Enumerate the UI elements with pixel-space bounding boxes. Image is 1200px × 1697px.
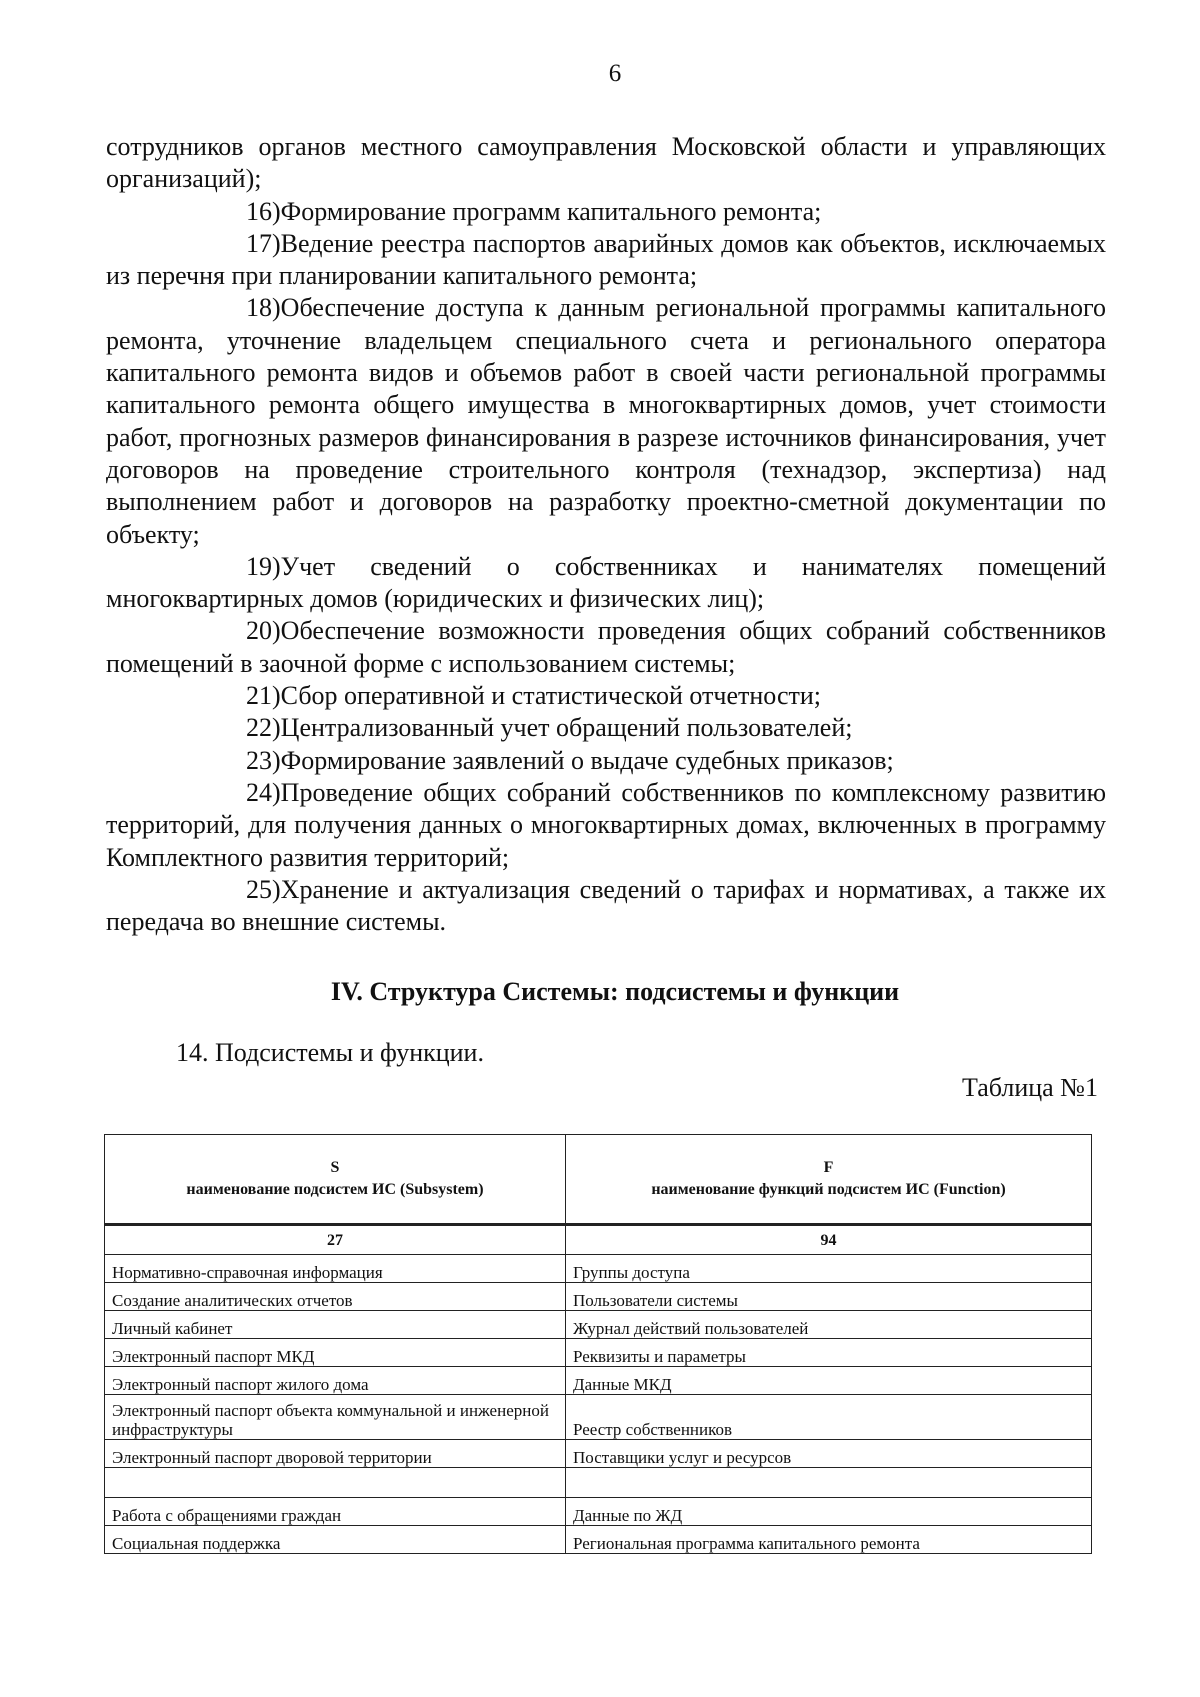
- table-cell: Группы доступа: [566, 1255, 1092, 1283]
- table-row: [105, 1367, 1092, 1395]
- table-cell: [105, 1468, 566, 1498]
- header-label: наименование подсистем ИС (Subsystem): [186, 1181, 484, 1198]
- item-text: Централизованный учет обращений пользователей;: [280, 713, 853, 743]
- item-number: 22): [246, 713, 281, 743]
- paragraph-continuation: [106, 131, 1106, 196]
- list-item: [106, 745, 1106, 777]
- table-row: [105, 1498, 1092, 1526]
- table-cell: Данные по ЖД: [566, 1498, 1092, 1526]
- table-cell: Нормативно-справочная информация: [105, 1255, 566, 1283]
- list-item: [106, 680, 1106, 712]
- table-row: [105, 1339, 1092, 1367]
- table-cell: Электронный паспорт жилого дома: [105, 1367, 566, 1395]
- item-text: Обеспечение доступа к данным региональной программы капитального ремонта, уточнение владельцем специального счета и регионального оператора капитального ремонта видов и объемов работ в своей части региональной программы капитального ремонта общего имущества в многоквартирных домов, учет стоимости работ, прогнозных размеров финансирования в разрезе источников финансирования, учет договоров на проведение строительного контроля (технадзор, экспертиза) над выполнением работ и договоров на разработку проектно-сметной документации по объекту;: [106, 293, 1106, 549]
- table-row-empty: [105, 1468, 1092, 1498]
- list-item: [106, 228, 1106, 293]
- table-cell: Социальная поддержка: [105, 1526, 566, 1554]
- item-text: Обеспечение возможности проведения общих собраний собственников помещений в заочной форме с использованием системы;: [106, 616, 1106, 678]
- item-text: Проведение общих собраний собственников по комплексному развитию территорий, для получения данных о многоквартирных домах, включенных в программу Комплектного развития территорий;: [106, 777, 1106, 872]
- table-row: [105, 1395, 1092, 1440]
- table-cell: Журнал действий пользователей: [566, 1311, 1092, 1339]
- count-cell-function: 94: [566, 1225, 1092, 1255]
- item-number: 19): [246, 551, 281, 581]
- item-number: 21): [246, 681, 281, 711]
- table-cell: Пользователи системы: [566, 1283, 1092, 1311]
- item-text: Сбор оперативной и статистической отчетности;: [280, 681, 821, 711]
- body-text: [106, 131, 1106, 938]
- header-letter: S: [330, 1159, 340, 1176]
- table-cell: Электронный паспорт МКД: [105, 1339, 566, 1367]
- table-cell: Региональная программа капитального ремонта: [566, 1526, 1092, 1554]
- header-letter: F: [823, 1159, 834, 1176]
- page-number: 6: [608, 60, 622, 87]
- table-cell: Личный кабинет: [105, 1311, 566, 1339]
- list-item: [106, 712, 1106, 744]
- list-item: [106, 777, 1106, 874]
- table-cell: Реестр собственников: [566, 1395, 1092, 1440]
- list-item: [106, 615, 1106, 680]
- subsystems-table: [104, 1134, 1092, 1554]
- header-cell-subsystem: [105, 1135, 566, 1225]
- item-number: 18): [246, 293, 281, 323]
- table-cell: Реквизиты и параметры: [566, 1339, 1092, 1367]
- item-text: Формирование заявлений о выдаче судебных приказов;: [280, 745, 894, 775]
- list-item: [106, 292, 1106, 550]
- list-item: [106, 874, 1106, 939]
- item-text: Ведение реестра паспортов аварийных домов как объектов, исключаемых из перечня при планировании капитального ремонта;: [106, 228, 1106, 291]
- table-cell: Данные МКД: [566, 1367, 1092, 1395]
- item-text: Учет сведений о собственниках и нанимателях помещений многоквартирных домов (юридических и физических лиц);: [106, 551, 1106, 614]
- item-number: 24): [246, 777, 281, 807]
- table-cell: Электронный паспорт объекта коммунальной и инженерной инфраструктуры: [105, 1395, 566, 1440]
- table-cell: Работа с обращениями граждан: [105, 1498, 566, 1526]
- table-row: [105, 1311, 1092, 1339]
- table-row: [105, 1440, 1092, 1468]
- item-text: Хранение и актуализация сведений о тарифах и нормативах, а также их передача во внешние системы.: [106, 874, 1106, 937]
- table-row: [105, 1526, 1092, 1554]
- table-row: [105, 1255, 1092, 1283]
- section-title: IV. Структура Системы: подсистемы и функции: [330, 977, 900, 1006]
- table-cell: Создание аналитических отчетов: [105, 1283, 566, 1311]
- paragraph-text: сотрудников органов местного самоуправления Московской области и управляющих организаций);: [106, 132, 1106, 194]
- table-row: [105, 1283, 1092, 1311]
- table-header-row: [105, 1135, 1092, 1225]
- table-cell: Электронный паспорт дворовой территории: [105, 1440, 566, 1468]
- count-cell-subsystem: 27: [105, 1225, 566, 1255]
- list-item: [106, 196, 1106, 228]
- header-cell-function: [566, 1135, 1092, 1225]
- table-count-row: [105, 1225, 1092, 1255]
- item-number: 16): [246, 196, 281, 226]
- item-number: 23): [246, 745, 281, 775]
- item-number: 20): [246, 616, 281, 646]
- subsection-heading: 14. Подсистемы и функции.: [176, 1038, 484, 1067]
- item-number: 17): [246, 228, 281, 258]
- table-cell: [566, 1468, 1092, 1498]
- list-item: [106, 551, 1106, 616]
- item-number: 25): [246, 874, 281, 904]
- table-cell: Поставщики услуг и ресурсов: [566, 1440, 1092, 1468]
- table-caption: Таблица №1: [961, 1073, 1098, 1102]
- header-label: наименование функций подсистем ИС (Function): [651, 1181, 1006, 1198]
- item-text: Формирование программ капитального ремонта;: [280, 196, 822, 226]
